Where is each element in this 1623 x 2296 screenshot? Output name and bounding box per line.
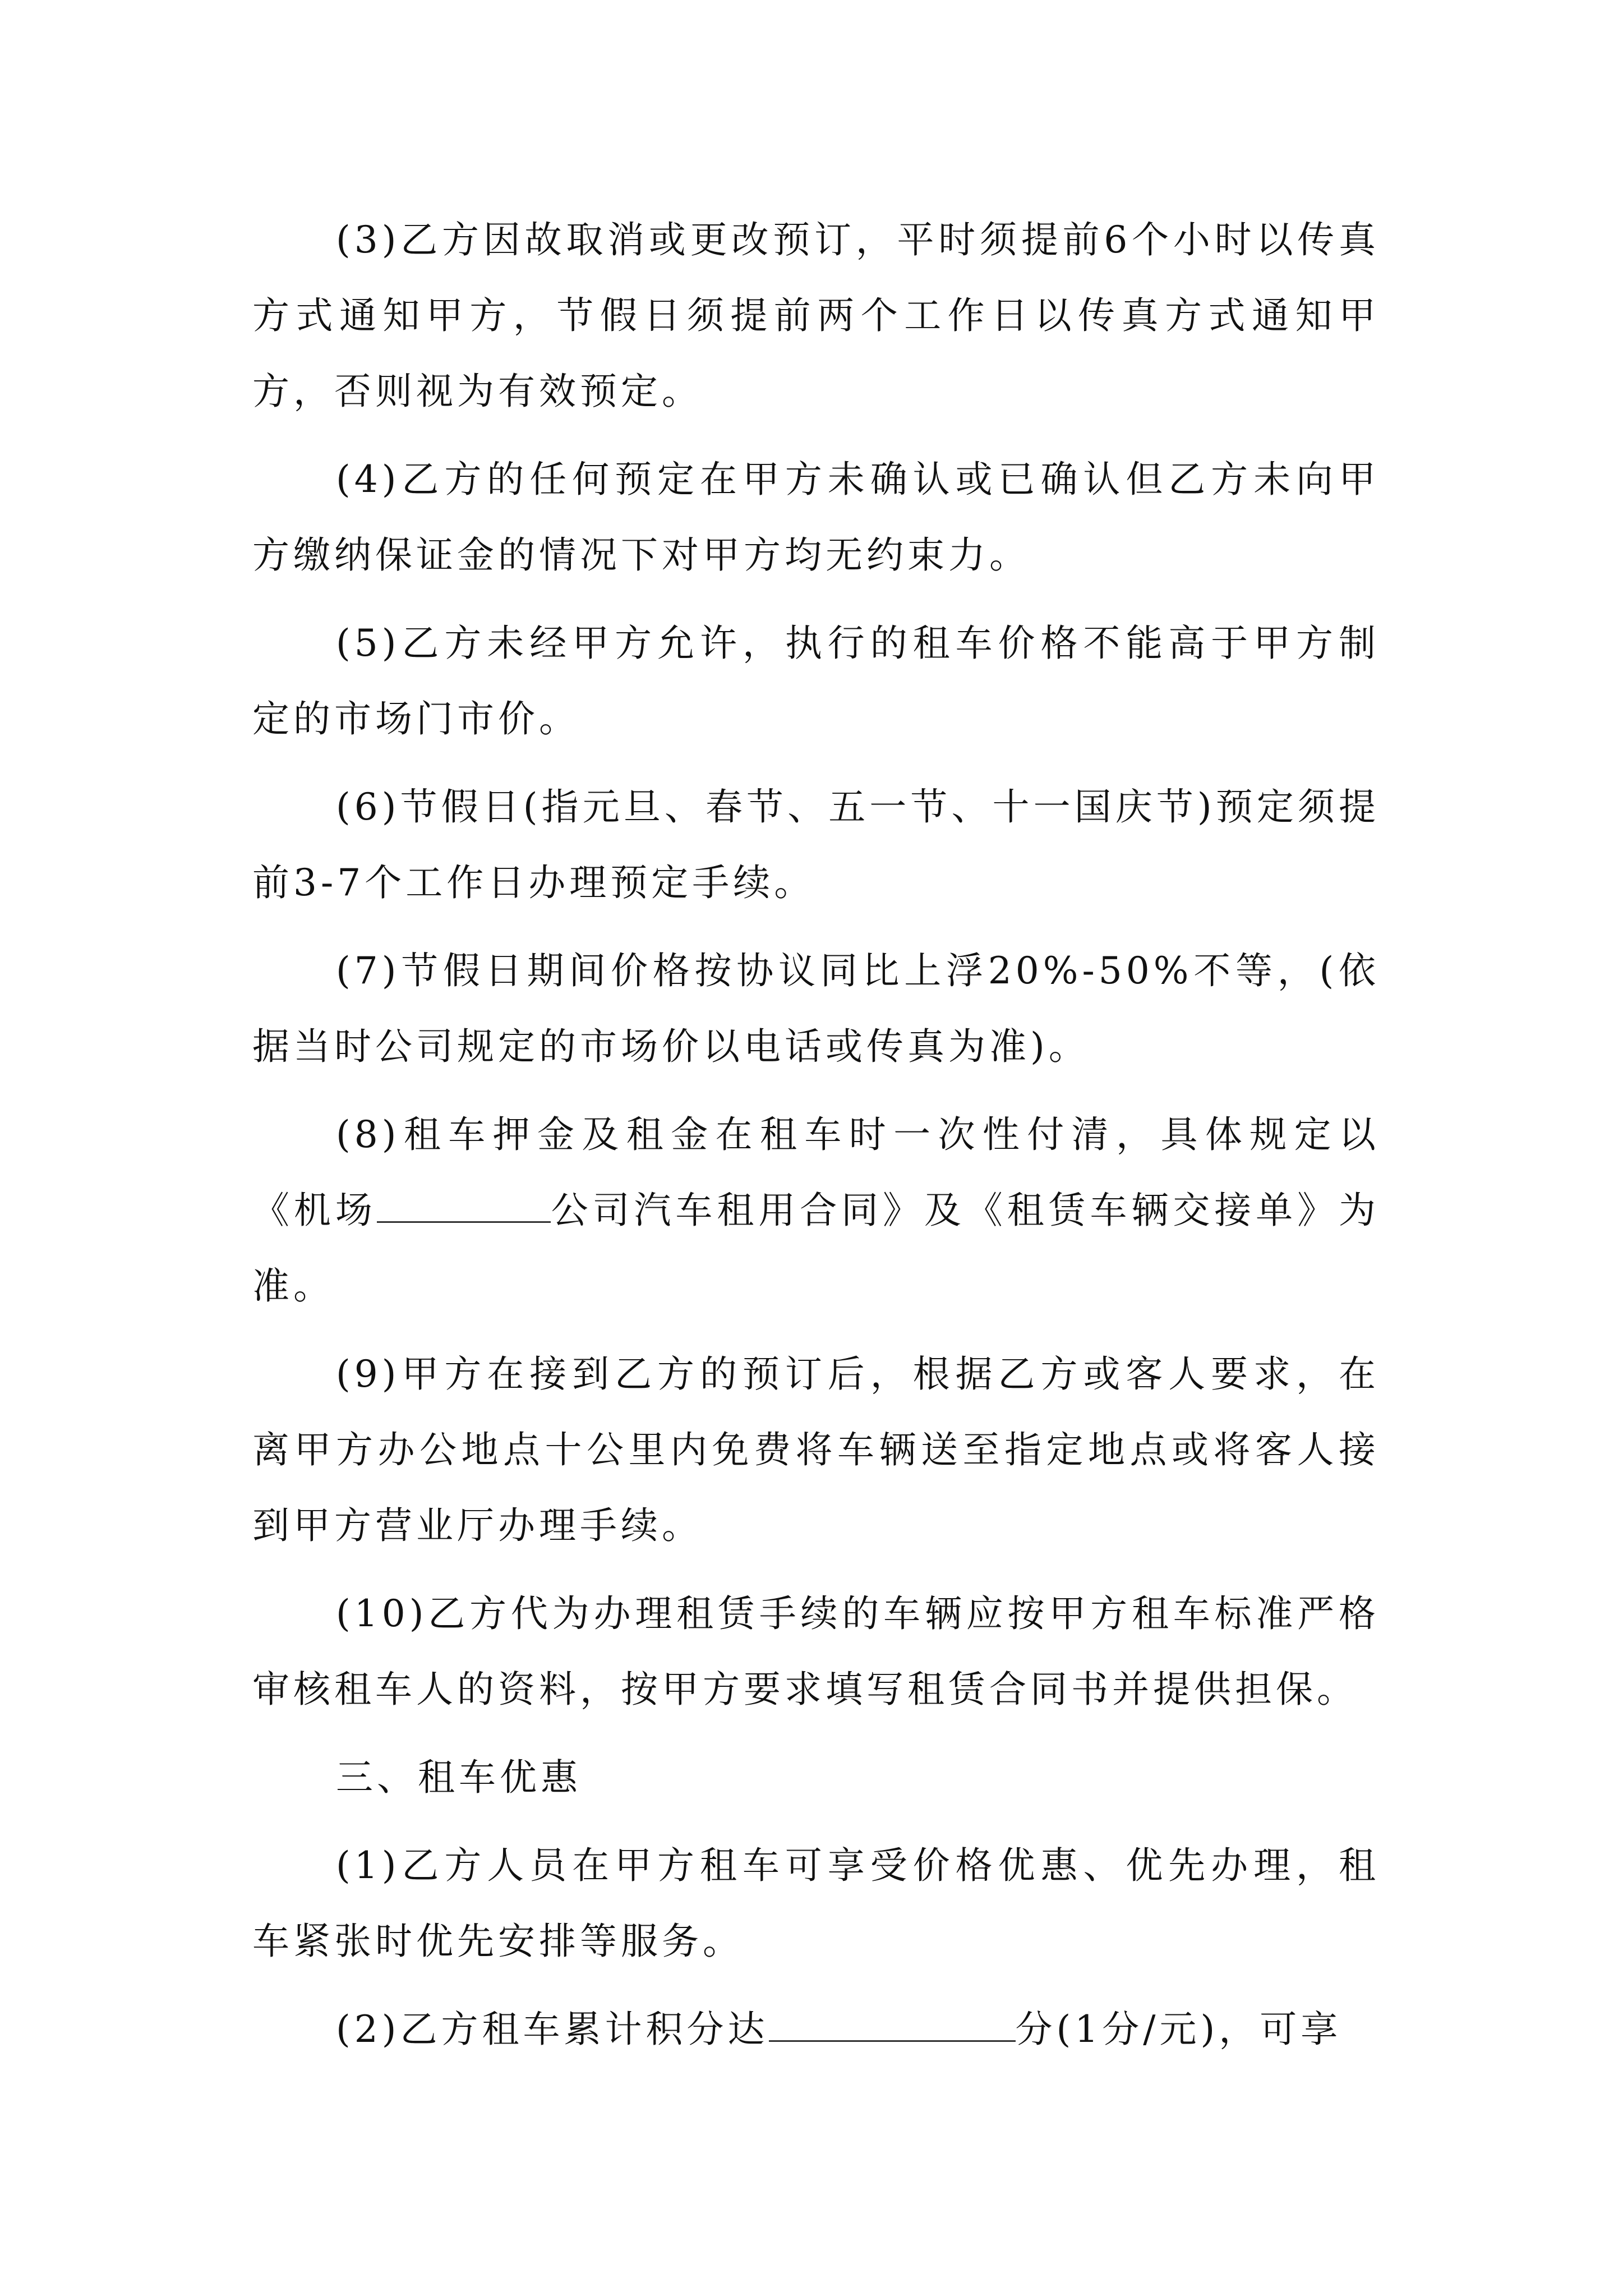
section-heading-rental-discount: 三、租车优惠: [336, 1756, 582, 1799]
clause-6: (6)节假日(指元旦、春节、五一节、十一国庆节)预定须提前3-7个工作日办理预定手续。: [252, 785, 1380, 904]
clause-8: [252, 1097, 1380, 1324]
clause-9: (9)甲方在接到乙方的预订后，根据乙方或客人要求，在离甲方办公地点十公里内免费将车辆送至指定地点或将客人接到甲方营业厅办理手续。: [252, 1352, 1380, 1547]
fill-in-blank-company[interactable]: [377, 1186, 551, 1223]
fill-in-blank-points[interactable]: [769, 2005, 1016, 2042]
clause-8-text-after: 公司汽车租用合同》及《租赁车辆交接单》为准。: [252, 1189, 1380, 1308]
discount-clause-1: (1)乙方人员在甲方租车可享受价格优惠、优先办理，租车紧张时优先安排等服务。: [252, 1844, 1380, 1963]
document-page: [252, 202, 1380, 2079]
discount-clause-2-text-after: 分(1分/元)，可享: [1015, 2008, 1342, 2051]
clause-8-text-before: (8)租车押金及租金在租车时一次性付清，具体规定以《机场: [252, 1113, 1380, 1232]
clause-4: (4)乙方的任何预定在甲方未确认或已确认但乙方未向甲方缴纳保证金的情况下对甲方均无约束力。: [252, 458, 1380, 577]
discount-clause-2: [252, 1991, 1380, 2067]
clause-3: (3)乙方因故取消或更改预订，平时须提前6个小时以传真方式通知甲方，节假日须提前两个工作日以传真方式通知甲方，否则视为有效预定。: [252, 218, 1380, 413]
clause-5: (5)乙方未经甲方允许，执行的租车价格不能高于甲方制定的市场门市价。: [252, 622, 1380, 740]
clause-10: (10)乙方代为办理租赁手续的车辆应按甲方租车标准严格审核租车人的资料，按甲方要求填写租赁合同书并提供担保。: [252, 1592, 1380, 1711]
clause-7: (7)节假日期间价格按协议同比上浮20%-50%不等，(依据当时公司规定的市场价以电话或传真为准)。: [252, 949, 1380, 1068]
discount-clause-2-text-before: (2)乙方租车累计积分达: [336, 2008, 769, 2051]
